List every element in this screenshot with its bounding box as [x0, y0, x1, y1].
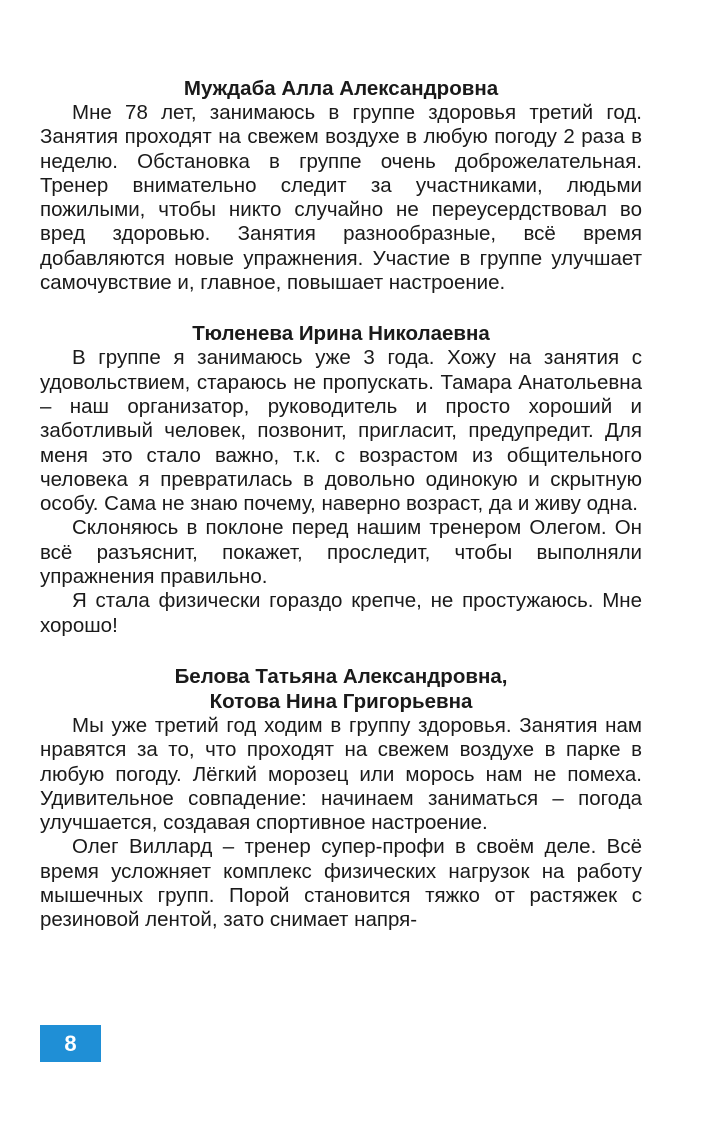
- author-name: Тюленева Ирина Николаевна: [192, 322, 490, 346]
- testimonial-paragraph: В группе я занимаюсь уже 3 года. Хожу на занятия с удовольствием, стараюсь не пропускать. Тамара Анатольевна – наш организатор, руководитель и просто хороший и заботливый человек, позвонит, пригласит, предупредит. Для меня это стало важно, т.к. с возрастом из общительного человека я превратилась в довольно одинокую и скрытную особу. Сама не знаю почему, наверно возраст, да и живу одна.: [40, 346, 642, 516]
- testimonial-paragraph: Мне 78 лет, занимаюсь в группе здоровья третий год. Занятия проходят на свежем воздухе в любую погоду 2 раза в неделю. Обстановка в группе очень доброжелательная. Тренер внимательно следит за участниками, людьми пожилыми, чтобы никто случайно не переусердствовал во вред здоровью. Занятия разнообразные, всё время добавляются новые упражнения. Участие в группе улучшает самочувствие и, главное, повышает настроение.: [40, 101, 642, 295]
- testimonial-1: [40, 76, 642, 295]
- page-number-badge: [40, 1025, 101, 1062]
- page-content: [40, 76, 642, 933]
- author-name: Белова Татьяна Александровна,: [174, 664, 508, 688]
- testimonial-3: [40, 664, 642, 933]
- author-name: Котова Нина Григорьевна: [209, 689, 473, 713]
- author-name: Муждаба Алла Александровна: [183, 77, 499, 100]
- testimonial-paragraph: Мы уже третий год ходим в группу здоровья. Занятия нам нравятся за то, что проходят на свежем воздухе в парке в любую погоду. Лёгкий морозец или морось нам не помеха. Удивительное совпадение: начинаем заниматься – погода улучшается, создавая спортивное настроение.: [40, 713, 642, 835]
- testimonial-paragraph: Склоняюсь в поклоне перед нашим тренером Олегом. Он всё разъяснит, покажет, проследит, чтобы выполняли упражнения правильно.: [40, 516, 642, 589]
- testimonial-paragraph: Олег Виллард – тренер супер-профи в своём деле. Всё время усложняет комплекс физических нагрузок на работу мышечных групп. Порой становится тяжко от растяжек с резиновой лентой, зато снимает напря-: [40, 835, 642, 932]
- testimonial-2: [40, 321, 642, 638]
- page-number: 8: [64, 1030, 77, 1056]
- testimonial-paragraph: Я стала физически гораздо крепче, не простужаюсь. Мне хорошо!: [40, 589, 642, 637]
